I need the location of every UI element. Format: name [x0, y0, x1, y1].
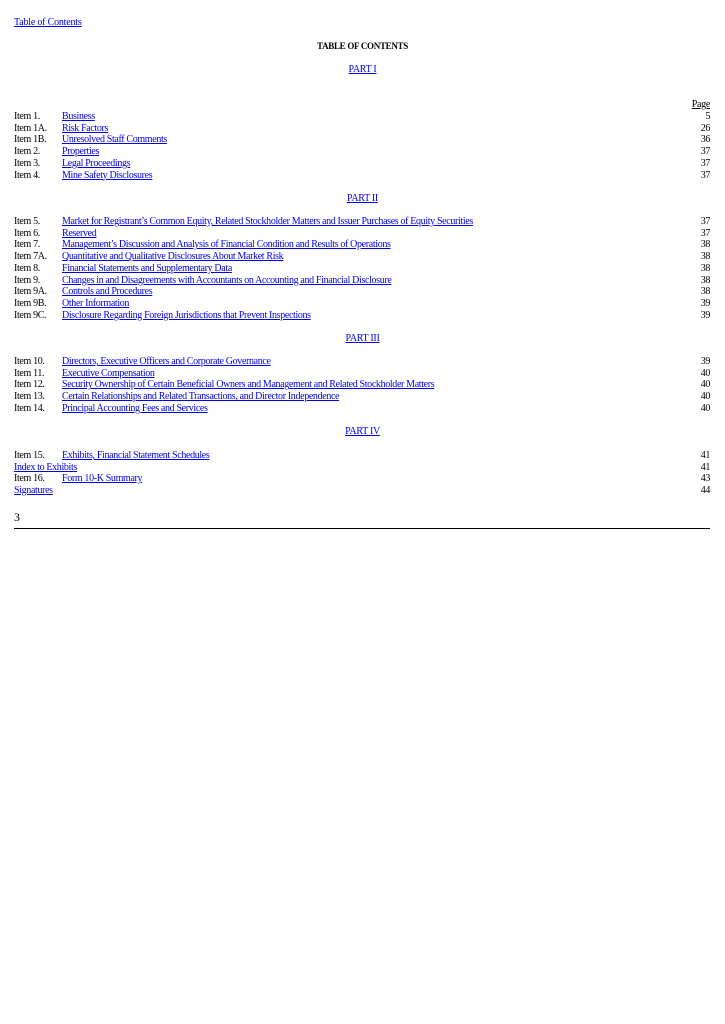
page-reference: 39	[700, 356, 710, 367]
item-number: Item 1B.	[14, 134, 47, 146]
toc-row	[14, 368, 710, 380]
page-reference: 36	[700, 134, 710, 146]
page-reference: 37	[700, 216, 710, 227]
page-reference: 38	[700, 239, 710, 251]
page-reference: 38	[700, 286, 710, 298]
page-reference: 40	[700, 391, 710, 403]
item-number: Item 9.	[14, 274, 40, 286]
item-number: Item 7A.	[14, 251, 47, 263]
toc-row	[14, 111, 710, 123]
toc-entry-link[interactable]: Controls and Procedures	[62, 286, 153, 298]
toc-row	[14, 450, 710, 462]
toc-row	[14, 275, 710, 287]
toc-entry-link[interactable]: Security Ownership of Certain Beneficial Owners and Management and Related Stockholder Matters	[62, 379, 435, 391]
page-reference: 37	[700, 146, 710, 158]
page-reference: 5	[705, 111, 710, 122]
item-number: Item 11.	[14, 367, 45, 379]
toc-row	[14, 310, 710, 322]
toc-entry-link[interactable]: Reserved	[62, 227, 97, 239]
item-number: Item 1.	[14, 111, 40, 122]
toc-entry-link[interactable]: Risk Factors	[62, 122, 109, 134]
item-number: Item 3.	[14, 157, 40, 169]
toc-entry-link[interactable]: Financial Statements and Supplementary Data	[62, 262, 232, 274]
page-reference: 38	[700, 274, 710, 286]
page-column-header: Page	[691, 99, 710, 110]
page-reference: 41	[700, 450, 710, 461]
item-number: Item 7.	[14, 239, 40, 251]
toc-entry-link[interactable]: Principal Accounting Fees and Services	[62, 402, 208, 414]
item-number: Item 13.	[14, 391, 45, 403]
page-reference: 37	[700, 227, 710, 239]
item-number: Item 9B.	[14, 297, 47, 309]
toc-title: TABLE OF CONTENTS	[317, 41, 408, 51]
item-number: Item 2.	[14, 146, 40, 158]
toc-row	[14, 123, 710, 135]
toc-entry-link[interactable]: Changes in and Disagreements with Accountants on Accounting and Financial Disclosure	[62, 274, 392, 286]
toc-row	[14, 170, 710, 182]
toc-entry-link[interactable]: Market for Registrant’s Common Equity, Related Stockholder Matters and Issuer Purchases of Equity Securities	[62, 216, 473, 227]
toc-row	[14, 263, 710, 275]
toc-row	[14, 485, 710, 497]
item-number: Item 16.	[14, 473, 45, 485]
item-number: Item 1A.	[14, 122, 47, 134]
page-reference: 44	[700, 485, 710, 497]
page-divider	[14, 528, 710, 529]
toc-entry-link[interactable]: Index to Exhibits	[14, 461, 77, 473]
item-number: Item 10.	[14, 356, 45, 367]
page-reference: 39	[700, 297, 710, 309]
toc-entry-link[interactable]: Quantitative and Qualitative Disclosures About Market Risk	[62, 251, 284, 263]
toc-row	[14, 239, 710, 251]
toc-row	[14, 158, 710, 170]
toc-row	[14, 473, 710, 485]
part-ii-heading[interactable]: PART II	[347, 193, 378, 204]
toc-row	[14, 251, 710, 263]
toc-entry-link[interactable]: Mine Safety Disclosures	[62, 169, 153, 181]
page-reference: 26	[700, 122, 710, 134]
toc-row	[14, 379, 710, 391]
toc-row	[14, 216, 710, 228]
toc-entry-link[interactable]: Form 10-K Summary	[62, 473, 143, 485]
toc-row	[14, 403, 710, 415]
toc-entry-link[interactable]: Properties	[62, 146, 100, 158]
part-iii-heading[interactable]: PART III	[345, 333, 380, 344]
toc-entry-link[interactable]: Certain Relationships and Related Transactions, and Director Independence	[62, 391, 340, 403]
toc-entry-link[interactable]: Business	[62, 111, 95, 122]
toc-entry-link[interactable]: Management’s Discussion and Analysis of Financial Condition and Results of Operations	[62, 239, 391, 251]
toc-row	[14, 356, 710, 368]
item-number: Item 4.	[14, 169, 40, 181]
toc-row	[14, 134, 710, 146]
page-reference: 41	[700, 461, 710, 473]
item-number: Item 9A.	[14, 286, 47, 298]
item-number: Item 12.	[14, 379, 45, 391]
page-reference: 40	[700, 367, 710, 379]
item-number: Item 14.	[14, 402, 45, 414]
toc-row	[14, 298, 710, 310]
toc-row	[14, 286, 710, 298]
page-reference: 38	[700, 251, 710, 263]
item-number: Item 6.	[14, 227, 40, 239]
part-iv-heading[interactable]: PART IV	[345, 426, 380, 437]
toc-entry-link[interactable]: Signatures	[14, 485, 53, 497]
page-reference: 40	[700, 379, 710, 391]
toc-entry-link[interactable]: Exhibits, Financial Statement Schedules	[62, 450, 210, 461]
item-number: Item 15.	[14, 450, 45, 461]
page-reference: 37	[700, 169, 710, 181]
toc-entry-link[interactable]: Executive Compensation	[62, 367, 155, 379]
item-number: Item 8.	[14, 262, 40, 274]
page-number: 3	[14, 510, 20, 524]
page-reference: 40	[700, 402, 710, 414]
page-reference: 39	[700, 309, 710, 321]
item-number: Item 5.	[14, 216, 40, 227]
toc-entry-link[interactable]: Legal Proceedings	[62, 157, 131, 169]
page-reference: 43	[700, 473, 710, 485]
page-reference: 38	[700, 262, 710, 274]
toc-entry-link[interactable]: Unresolved Staff Comments	[62, 134, 167, 146]
page-reference: 37	[700, 157, 710, 169]
part-i-heading[interactable]: PART I	[348, 64, 377, 75]
toc-row	[14, 146, 710, 158]
toc-entry-link[interactable]: Directors, Executive Officers and Corporate Governance	[62, 356, 271, 367]
toc-row	[14, 462, 710, 474]
item-number: Item 9C.	[14, 309, 47, 321]
table-of-contents-link[interactable]: Table of Contents	[14, 17, 82, 28]
toc-entry-link[interactable]: Disclosure Regarding Foreign Jurisdictions that Prevent Inspections	[62, 309, 311, 321]
toc-row	[14, 228, 710, 240]
toc-entry-link[interactable]: Other Information	[62, 297, 130, 309]
toc-row	[14, 391, 710, 403]
